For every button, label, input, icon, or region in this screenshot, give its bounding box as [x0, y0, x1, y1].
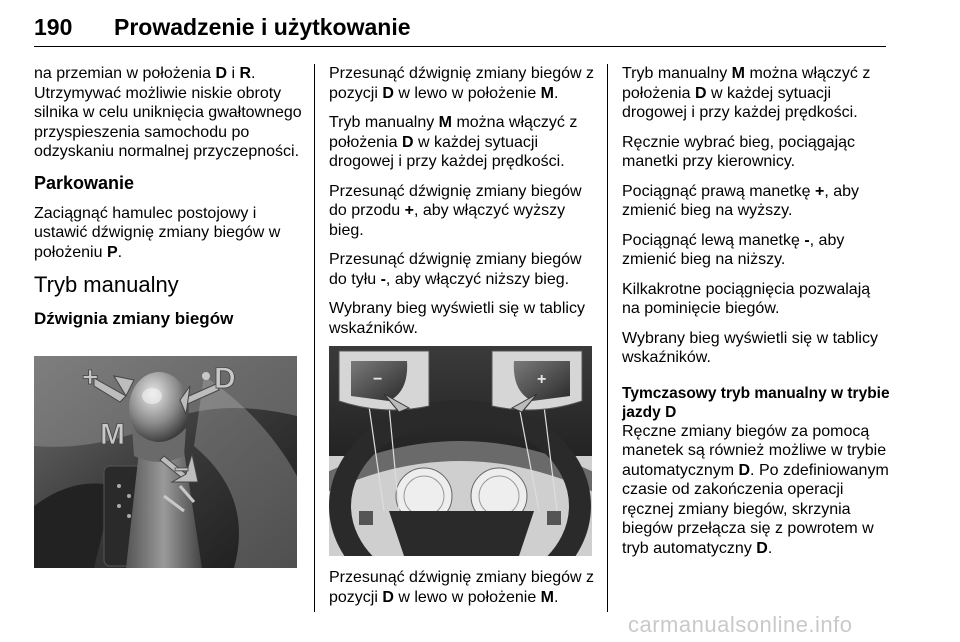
column-2-caption — [329, 568, 599, 617]
paragraph: Ręcznie wybrać bieg, pociągając manetki przy kierownicy. — [622, 133, 856, 170]
paragraph: Tryb manualny M można włączyć z położenia D w każdej sytuacji drogowej i przy każdej prędkości. — [329, 114, 578, 170]
paragraph: Przesunąć dźwignię zmiany biegów do przodu +, aby włączyć wyższy bieg. — [329, 182, 582, 239]
paragraph: Kilkakrotne pociągnięcia pozwalają na pominięcie biegów. — [622, 280, 871, 317]
paragraph: Tryb manualny M można włączyć z położenia D w każdej sytuacji drogowej i przy każdej prędkości. — [622, 65, 871, 121]
paragraph: Wybrany bieg wyświetli się w tablicy wskaźników. — [329, 300, 585, 337]
paragraph: Pociągnąć lewą manetkę -, aby zmienić bieg na niższy. — [622, 231, 845, 268]
paragraph: Ręczne zmiany biegów za pomocą manetek są również możliwe w trybie automatycznym D. Po zdefiniowanym czasie od zakończenia operacji ręcznej zmiany biegów, skrzynia biegów przełącza się z powrotem w tryb automatyczny D. — [622, 422, 889, 557]
subheading-dzwignia: Dźwignia zmiany biegów — [34, 309, 234, 328]
paragraph: Przesunąć dźwignię zmiany biegów z pozycji D w lewo w położenie M. — [329, 569, 595, 606]
section-heading-tryb-manualny: Tryb manualny — [34, 272, 179, 297]
paragraph: Przesunąć dźwignię zmiany biegów do tyłu -, aby włączyć niższy bieg. — [329, 251, 582, 288]
paddle-minus-label: − — [373, 371, 383, 388]
column-1 — [34, 64, 304, 339]
d-label: D — [214, 362, 236, 395]
paragraph: Utrzymywać możliwie niskie obroty silnika w celu uniknięcia gwałtownego przyspieszenia samochodu po odzyskaniu normalnej przyczepności. — [34, 84, 302, 160]
plus-label: + — [82, 361, 99, 392]
page-title: Prowadzenie i użytkowanie — [114, 14, 411, 40]
steering-paddles-illustration — [329, 346, 592, 556]
page-number: 190 — [34, 14, 73, 40]
paragraph: Wybrany bieg wyświetli się w tablicy wskaźników. — [622, 329, 878, 366]
column-divider-2 — [607, 64, 608, 612]
page-header — [34, 12, 886, 47]
section-heading-parkowanie: Parkowanie — [34, 172, 135, 193]
paragraph: Przesunąć dźwignię zmiany biegów z pozycji D w lewo w położenie M. — [329, 65, 595, 102]
paragraph: Pociągnąć prawą manetkę +, aby zmienić bieg na wyższy. — [622, 182, 860, 219]
watermark: carmanualsonline.info — [628, 612, 853, 637]
column-divider-1 — [314, 64, 315, 612]
paragraph: na przemian w położenia D i R. — [34, 65, 256, 82]
paddle-plus-label: + — [537, 371, 547, 388]
gear-lever-illustration — [34, 356, 297, 568]
minus-label: − — [174, 454, 190, 484]
m-label: M — [100, 418, 125, 451]
column-3 — [622, 64, 892, 568]
paragraph: Zaciągnąć hamulec postojowy i ustawić dźwignię zmiany biegów w położeniu P. — [34, 204, 281, 261]
column-2 — [329, 64, 599, 384]
subheading-tymczasowy: Tymczasowy tryb manualny w trybie jazdy D — [622, 384, 890, 421]
